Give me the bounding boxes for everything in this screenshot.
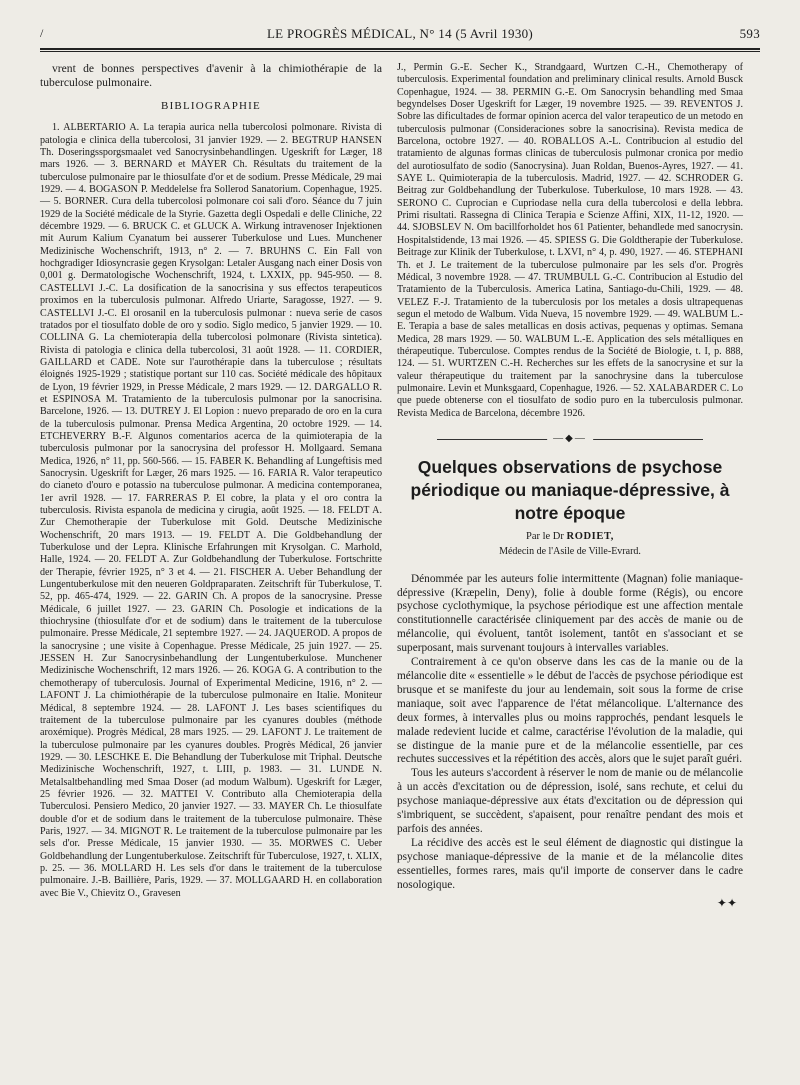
divider-ornament-icon: —◆— xyxy=(547,433,593,445)
author-prefix: Par le Dr xyxy=(525,530,564,542)
article-title: Quelques observations de psychose périodique ou maniaque-dépressive, à notre époque xyxy=(410,456,730,523)
author-name: RODIET, xyxy=(566,530,614,542)
article-paragraph: La récidive des accès est le seul élément de diagnostic qui distingue la psychose maniaque-dépressive de la manie et de la mélancolie dites essentielles, formes rares, mais qu'il importe de conserver dans le cadre nosologique. xyxy=(397,836,743,891)
page-header xyxy=(40,26,760,46)
article-author xyxy=(397,531,743,543)
left-column xyxy=(40,62,382,900)
author-affiliation: Médecin de l'Asile de Ville-Evrard. xyxy=(499,546,641,558)
page-number: 593 xyxy=(739,26,760,41)
journal-title: LE PROGRÈS MÉDICAL, N° 14 (5 Avril 1930) xyxy=(266,26,534,41)
right-column xyxy=(397,62,743,909)
header-left-mark: / xyxy=(40,26,44,40)
section-divider xyxy=(397,430,743,450)
bibliography-list: 1. ALBERTARIO A. La terapia aurica nella tubercolosi polmonare. Rivista di patologia e clinica della tubercolosi, 31 janvier 1929. — 2. BEGTRUP HANSEN Th. Doseringssporgsmaalet ved Sanocrysinbehandlingen. Ugeskrift for Læger, 18 mars 1926. — 3. BERNARD et MAYER Ch. Résultats du traitement de la tuberculose pulmonaire par le thiosulfate d'or et de sodium. Presse Médicale, 29 mai 1929. — 4. BOGASON P. Meddelelse fra Sollerod Sanatorium. Copenhague, 1925. — 5. BORNER. Cura della tubercolosi polmonare coi sali d'oro. Séance du 7 juin 1929 de la Société médicale de la Styrie. Gazetta degli Ospedali e delle Cliniche, 22 décembre 1929. — 6. BRUCK C. et GLUCK A. Wirkung intravenoser Injektionen mit Aurum Kalium Cyanatum bei ausserer Tuberkulose und Lues. Munchener Medizinische Wochenschrift, 1913, n° 2. — 7. BRUHNS C. Ein Fall von hochgradiger Idiosyncrasie gegen Krysolgan: Letaler Ausgang nach einer Dosis von 0,001 g. Dermatologische Wochenschrift, 1924, t. LXXIX, pp. 945-950. — 8. CASTELLVI J.-C. La dosification de la sanocrisina y sus effectos terapeuticos proximos en la tuberculosis pulmonar. Alfredo Uriarte, Saragosse, 1927. — 9. CASTELLVI J.-C. El orosanil en la tuberculosis pulmonar : nueva serie de casos tratados por el tiosulfato doble de oro y sodio. Siglo medico, 5 janvier 1929. — 10. COLLINA G. La chemioterapia della tubercolosi polmonare (Rivista sintetica). Rivista di patologia e clinica della tubercolosi, 31 août 1928. — 11. CORDIER, GAILLARD et CADE. Note sur l'aurothérapie dans la tuberculose ; résultats éloignés 1925-1929 ; statistique portant sur 110 cas. Société médicale des hôpitaux de Lyon, 19 février 1929, in Presse Médicale, 2 mars 1929. — 12. DARGALLO R. et ESPINOSA M. Tratamiento de la tuberculosis pulmonar por la sanocrisina. Barcelone, 1926. — 13. DUTREY J. El Lopion : nuevo preparado de oro en la cura de la tuberculosis pulmonar. Prensa Medica Argentina, 20 octobre 1929. — 14. ETCHEVERRY B.-F. Algunos comentarios acerca de la quimioterapia de la tuberculosis pulmonar por la sanocrysina del professor H. Mollgaard. Semana Medica, 1926, n° 11, pp. 560-566. — 15. FABER K. Behandling af Lungeftisis med Sanocrysin. Ugeskrift for Læger, 26 mars 1925. — 16. FARIA R. Valor terapeutico do cianeto d'ouro e potassio na tuberculose pulmonar. A medicina contemporanea, 1er avril 1928. — 17. FARRERAS P. El cobre, la plata y el oro contra la tuberculosis. Rivista espanola de medicina y cirugia, août 1925. — 18. FELDT A. Zur Chemotherapie der Tuberkulose mit Gold. Deutsche Medizinische Wochenschrift, 20 mars 1913. — 19. FELDT A. Die Goldbehandlung der Tuberkulose und der Lepra. Klinische Erfahrungen mit Krysolgan. C. Marhold, Halle, 1924. — 20. FELDT A. Zur Goldbehandlung der Tuberkulose. Fortschritte der Therapie, février 1925, n° 3 et 4. — 21. FISCHER A. Ueber Behandlung der Lungentuberkulose mit den neueren Goldpraparaten. Zeitschrift für Tuberkulose, T. 52, pp. 465-474, 1929. — 22. GARIN Ch. A propos de la sanocrysine. Presse Médicale, 6 juillet 1927. — 23. GARIN Ch. Posologie et indications de la thiochrysine (thiosulfate d'or et de sodium) dans le traitement de la tuberculose pulmonaire. Presse Médicale, 21 septembre 1927. — 24. JAQUEROD. A propos de la sanocrysine ; une visite à Copenhague. Presse Médicale, 25 juin 1927. — 25. JESSEN H. Zur Sanocrysinbehandlung der Lungentuberkulose. Munchener Medizinische Wochenschrift, 12 mars 1926. — 26. KOGA G. A contribution to the chemotherapy of tuberculosis. Journal of Experimental Medicine, 1916, n° 2. — LAFONT J. La chimiothérapie de la tuberculose pulmonaire en Italie. Moniteur Médical, 8 septembre 1924. — 28. LAFONT J. Les bases scientifiques du traitement de la tuberculose pulmonaire par les cyanures doubles (méthode aroxémique). Progrès Médical, 28 mars 1925. — 29. LAFONT J. Le traitement de la tuberculose pulmonaire par les cyanures doubles. Progrès Médical, 26 janvier 1929. — 30. LESCHKE E. Die Behandlung der Tuberkulose mit Triphal. Deutsche Medizinische Wochenschrift, 1927, t. LIII, p. 1983. — 31. LUNDE N. Metalsaltbehandling med Smaa Doser (ad modum Walbum). Ugeskrift for Læger, 25 février 1926. — 32. MATTEI V. Contributo alla Chemioterapia della Tuberculosi. Pensiero Medico, 20 janvier 1927. — 33. MAYER Ch. Le thiosulfate double d'or et de sodium dans le traitement de la tuberculose pulmonaire. Thèse Paris, 1927. — 34. MIGNOT R. Le traitement de la tuberculose pulmonaire par les sels d'or. Presse Médicale, 15 janvier 1930. — 35. MORWES C. Ueber Goldbehandlung der Lungentuberkulose. Zeitschrift für Tuberculose, 1927, t. XLIX, p. 25. — 36. MOLLARD H. Les sels d'or dans le traitement de la tuberculose pulmonaire. J.-B. Baillière, Paris, 1929. — 37. MOLLGAARD H. en collaboration avec Bie V., Chievitz O., Gravesen xyxy=(40,122,382,899)
previous-article-conclusion: vrent de bonnes perspectives d'avenir à la chimiothérapie de la tuberculose pulmonaire. xyxy=(40,62,382,89)
article-paragraph: Tous les auteurs s'accordent à réserver le nom de manie ou de mélancolie à un accès d'excitation ou de dépression, isolé, sans rechute, et celui du psychose maniaque-dépressive aux états d'excitation ou de dépression qui s'imbriquent, se succèdent, s'apaisent, pour renaître pendant des mois et parfois des années. xyxy=(397,767,743,835)
end-ornament-icon: ✦✦ xyxy=(716,895,737,910)
article-paragraph: Dénommée par les auteurs folie intermittente (Magnan) folie maniaque-dépressive (Kræpelin, Deny), folie à double forme (Régis), ou encore psychose cyclothymique, la psychose périodique est une affection mentale constitutionnelle caractérisée cliniquement par des accès de manie ou de mélancolie, qui évoluent, tantôt isolement, tantôt en s'associant et se superposant, mais survenant toujours à intervalles variables. xyxy=(397,572,743,655)
header-rule xyxy=(40,48,760,52)
bibliography-continued: J., Permin G.-E. Secher K., Strandgaard, Wurtzen C.-H., Chemotherapy of tuberculosis. Experimental foundation and preliminary clinical results. Arnold Busck Copenhague, 1924. — 38. PERMIN G.-E. Om Sanocrysin behandling med Smaa begyndelses Doser Ugeskrift for Læger, 19 novembre 1925. — 39. REVENTOS J. Sobre las dificultades de formar opinion acerca del valor terapeutico de un metodo en tuberculosis pulmonar (Consideraciones sobre la sanocrisina). Revista medica de Barcelona, octobre 1927. — 40. ROBALLOS A.-L. Contribucion al estudio del tratamiento de algunas formas clinicas de tuberculosis pulmonar cronica por medio del aurotiosulfato de sodio (Sanocrysina). Juan Roldan, Buenos-Ayres, 1927. — 41. SAYE L. Quimioterapia de la tuberculosis. Madrid, 1927. — 42. SCHRODER G. Beitrag zur Goldbehandlung der Tuberkulose. Tuberkulose, 10 mars 1928. — 43. SERONO C. Cuprocian e Cupriodase nella cura della tubercolosi e della lebbra. Primi risultati. Rassegna di Clinica Terapia e Scienze Affini, XIX, 11-12, 1920. — 44. SJOBSLEV N. Om bacillforholdet hos 61 Patienter, behandlede med sanocrysin. Hospitalstidende, 13 mai 1926. — 45. SPIESS G. Die Goldtherapie der Tuberkulose. Beitrage zur Klinik der Tuberkulose, t. LXVI, n° 4, p. 490, 1927. — 46. STEPHANI Th. et J. Le traitement de la tuberculose pulmonaire par les sels d'or. Progrès Médical, 3 novembre 1928. — 47. TRUMBULL G.-C. Contribucion al Estudio del Tratamiento de la Tuberculosis. America Latina, Santiago-du-Chili, 1929. — 48. VELEZ F.-J. Tratamiento de la tuberculosis por los metales a dosis ultrapequenas segun el metodo de Walbum. Vida Nueva, 15 novembre 1929. — 49. WALBUM L.-E. Terapia a base de sales metallicas en dosis activas, pequenas y optimas. Semana Medica, 28 mars 1929. — 50. WALBUM L.-E. Application des sels métalliques en thérapeutique. Tuberculose. Comptes rendus de la Société de Biologie, t. I, p. 888, 124. — 51. WURTZEN C.-H. Recherches sur les effets de la sanocrysine et sur la valeur thérapeutique du traitement par la sanochrysine dans la tuberculose pulmonaire. Levin et Munksgaard, Copenhague, 1926. — 52. XALABARDER C. Lo que puede obtenerse con el tiosulfato de sodio puro en la tuberculosis pulmonar. Revista Medica de Barcelona, décembre 1926. xyxy=(397,62,743,419)
article-paragraph: Contrairement à ce qu'on observe dans les cas de la manie ou de la mélancolie dite « essentielle » le début de l'accès de psychose périodique est brusque et se manifeste du jour au lendemain, soit sous la forme de crise maniaque, soit avec l'apparence de l'état mélancolique. L'alternance des deux formes, à intervalles plus ou moins rapprochés, pendant lesquels le malade redevient lucide et calme, caractérise l'évolution de la maladie, qui se distingue de la manie pure et de la mélancolie essentielle, par ces rechutes successives et la répétition des accès, alors que le sujet paraît guéri. xyxy=(397,656,743,766)
bibliography-heading: BIBLIOGRAPHIE xyxy=(161,100,261,112)
